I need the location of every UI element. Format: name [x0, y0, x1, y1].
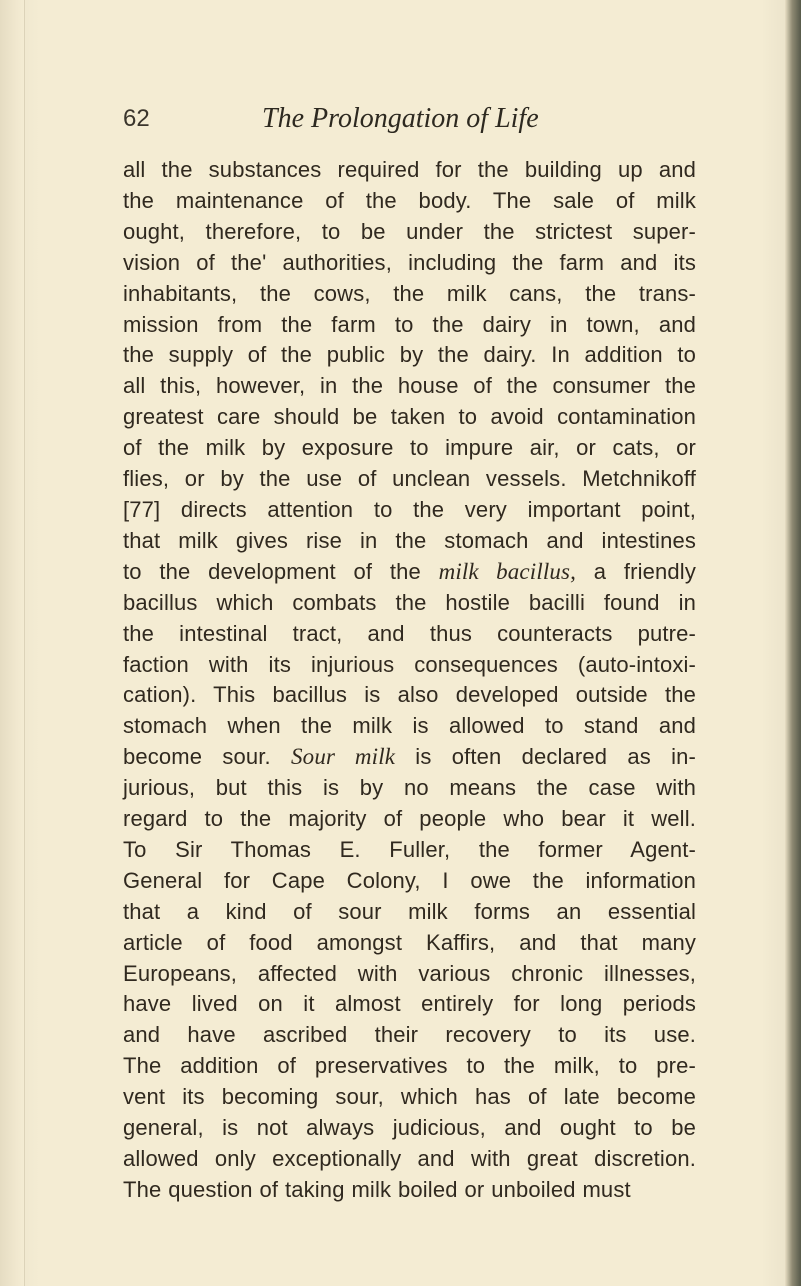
text-line-6: mission from the farm to the dairy in town, and — [123, 311, 696, 337]
text-line-30: The addition of preservatives to the milk, to pre- — [123, 1053, 696, 1079]
text-line-12: [77] directs attention to the very important point, — [123, 496, 696, 522]
text-line-27: Europeans, affected with various chronic illnesses, — [123, 960, 696, 986]
text-line-20 — [123, 742, 696, 773]
text-line-28: have lived on it almost entirely for long periods — [123, 991, 696, 1017]
text-line-14-end: a friendly — [576, 558, 696, 584]
text-line-29: and have ascribed their recovery to its use. — [123, 1022, 696, 1048]
milk-bacillus-emphasis: milk bacillus, — [438, 558, 577, 584]
text-line-32: general, is not always judicious, and ought to be — [123, 1115, 696, 1141]
text-line-33: allowed only exceptionally and with great discretion. — [123, 1146, 696, 1171]
text-line-1: all the substances required for the building up and — [123, 157, 696, 182]
text-line-14-start: to the development of the — [123, 558, 439, 584]
text-line-10: of the milk by exposure to impure air, or cats, or — [123, 435, 696, 461]
text-line-7: the supply of the public by the dairy. In addition to — [123, 342, 696, 368]
page-left-edge — [0, 0, 25, 1286]
body-paragraph — [123, 155, 696, 1202]
text-line-3: ought, therefore, to be under the strictest super- — [123, 218, 696, 244]
text-line-14 — [123, 557, 696, 588]
text-line-4: vision of the' authorities, including the farm and its — [123, 249, 696, 275]
text-line-20-end: is often declared as in- — [395, 744, 696, 770]
sour-milk-emphasis: Sour milk — [291, 744, 396, 770]
text-line-18: cation). This bacillus is also developed outside the — [123, 682, 696, 708]
text-line-9: greatest care should be taken to avoid contamination — [123, 404, 696, 430]
text-line-8: all this, however, in the house of the consumer the — [123, 373, 696, 399]
running-title: The Prolongation of Life — [262, 103, 539, 134]
text-line-11: flies, or by the use of unclean vessels. Metchnikoff — [123, 466, 696, 492]
text-line-13: that milk gives rise in the stomach and intestines — [123, 527, 696, 553]
page-right-edge — [785, 0, 801, 1286]
text-line-5: inhabitants, the cows, the milk cans, the trans- — [123, 280, 696, 306]
text-line-21: jurious, but this is by no means the case with — [123, 775, 696, 801]
text-line-22: regard to the majority of people who bear it well. — [123, 806, 696, 832]
text-line-17: faction with its injurious consequences (auto-intoxi- — [123, 651, 696, 677]
text-line-15: bacillus which combats the hostile bacilli found in — [123, 589, 696, 615]
page-number: 62 — [123, 105, 150, 132]
text-line-2: the maintenance of the body. The sale of milk — [123, 187, 696, 213]
text-line-23: To Sir Thomas E. Fuller, the former Agent- — [123, 836, 696, 862]
text-line-34: The question of taking milk boiled or unboiled must — [123, 1176, 631, 1202]
text-line-20-start: become sour. — [123, 744, 292, 770]
text-line-25: that a kind of sour milk forms an essential — [123, 898, 696, 924]
text-line-31: vent its becoming sour, which has of late become — [123, 1084, 696, 1110]
page-header — [123, 104, 683, 138]
text-line-16: the intestinal tract, and thus counteracts putre- — [123, 620, 696, 646]
text-line-19: stomach when the milk is allowed to stand and — [123, 713, 696, 739]
text-line-24: General for Cape Colony, I owe the information — [123, 867, 696, 893]
text-line-26: article of food amongst Kaffirs, and that many — [123, 929, 696, 955]
